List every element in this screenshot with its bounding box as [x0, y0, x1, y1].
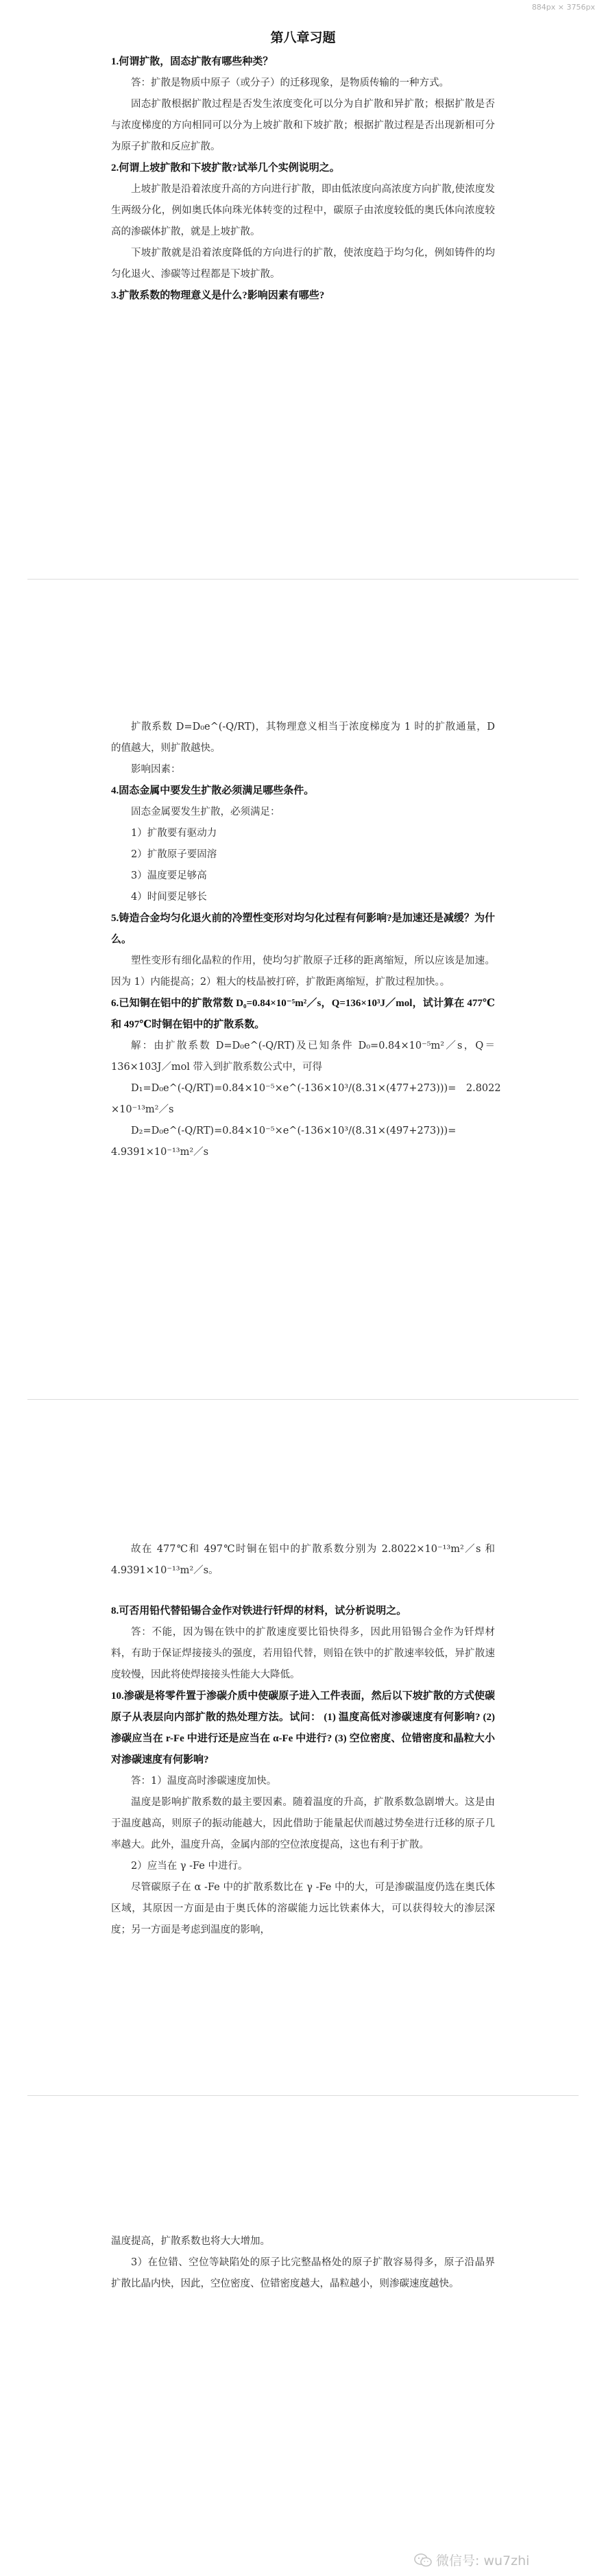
paragraph: 下坡扩散就是沿着浓度降低的方向进行的扩散，使浓度趋于均匀化，例如铸件的均匀化退火、渗碳等过程都是下坡扩散。: [111, 248, 495, 280]
paragraph: 塑性变形有细化晶粒的作用，使均匀扩散原子迁移的距离缩短，所以应该是加速。 因为 1）内能提高；2）粗大的枝晶被打碎，扩散距离缩短，扩散过程加快。。: [111, 955, 495, 988]
paragraph: 固态扩散根据扩散过程是否发生浓度变化可以分为自扩散和异扩散；根据扩散是否与浓度梯度的方向相同可以分为上坡扩散和下坡扩散；根据扩散过程是否出现新相可分为原子扩散和反应扩散。: [111, 99, 495, 152]
paragraph: 2）应当在 γ -Fe 中进行。: [131, 1861, 248, 1872]
watermark: [414, 2551, 529, 2569]
paragraph: 故在 477℃和 497℃时铜在铝中的扩散系数分别为 2.8022×10⁻¹³m²／s 和 4.9391×10⁻¹³m²／s。: [111, 1544, 495, 1576]
question-heading: 8.可否用铅代替铅锡合金作对铁进行钎焊的材料，试分析说明之。: [111, 1606, 407, 1617]
page-segment-4: [111, 2231, 495, 2295]
wechat-icon: [414, 2553, 432, 2567]
paragraph: 3）在位错、空位等缺陷处的原子比完整晶格处的原子扩散容易得多，原子沿晶界扩散比晶内快，因此，空位密度、位错密度越大，晶粒越小，则渗碳速度越快。: [111, 2257, 495, 2289]
list-item: 1）扩散要有驱动力: [131, 828, 217, 839]
paragraph: 尽管碳原子在 α -Fe 中的扩散系数比在 γ -Fe 中的大，可是渗碳温度仍选在奥氏体区域，其原因一方面是由于奥氏体的溶碳能力远比铁素体大，可以获得较大的渗层深度；另一方面是考虑到温度的影响，: [111, 1882, 495, 1935]
paragraph: 温度提高，扩散系数也将大大增加。: [111, 2236, 270, 2247]
question-heading: 5.铸造合金均匀化退火前的冷塑性变形对均匀化过程有何影响?是加速还是减缓？为什么。: [111, 913, 495, 945]
page-divider: [27, 1399, 579, 1400]
list-item: 4）时间要足够长: [131, 892, 207, 903]
paragraph: ×10⁻¹³m²／s: [111, 1104, 174, 1115]
paragraph: 上坡扩散是沿着浓度升高的方向进行扩散，即由低浓度向高浓度方向扩散,使浓度发生两级分化，例如奥氏体向珠光体转变的过程中，碳原子由浓度较低的奥氏体向浓度较高的渗碳体扩散，就是上坡扩散。: [111, 184, 495, 237]
paragraph: 影响因素：: [131, 764, 181, 775]
page-divider: [27, 579, 579, 580]
question-heading: 4.固态金属中要发生扩散必须满足哪些条件。: [111, 785, 315, 796]
paragraph: 答：不能，因为锡在铁中的扩散速度要比铅快得多，因此用铅锡合金作为钎焊材料，有助于保证焊接接头的强度，若用铅代替，则铅在铁中的扩散速率较低，异扩散速度较慢，因此将使焊接接头性能大大降低。: [111, 1627, 495, 1680]
formula-line: D₂=D₀e^(-Q/RT)=0.84×10⁻⁵×e^(-136×10³/(8.31×(497+273)))=: [131, 1125, 457, 1136]
watermark-text: 微信号: wu7zhi: [436, 2553, 530, 2568]
paragraph: 温度是影响扩散系数的最主要因素。随着温度的升高，扩散系数急剧增大。这是由于温度越高，则原子的振动能越大，因此借助于能量起伏而越过势垒进行迁移的原子几率越大。此外，温度升高，金属内部的空位浓度提高，这也有利于扩散。: [111, 1797, 495, 1850]
page-segment-2: [111, 717, 501, 1163]
list-item: 2）扩散原子要固溶: [131, 849, 217, 860]
dimensions-label: 884px × 3756px: [531, 3, 595, 12]
list-item: 3）温度要足够高: [131, 870, 207, 881]
formula-line: D₁=D₀e^(-Q/RT)=0.84×10⁻⁵×e^(-136×10³/(8.31×(477+273)))= 2.8022: [131, 1083, 501, 1094]
paragraph: 答：1）温度高时渗碳速度加快。: [131, 1776, 277, 1787]
spacer: [111, 1582, 495, 1601]
page-title: 第八章习题: [270, 30, 336, 45]
paragraph: 4.9391×10⁻¹³m²／s: [111, 1147, 209, 1158]
paragraph: 答：扩散是物质中原子（或分子）的迁移现象，是物质传输的一种方式。: [131, 77, 449, 88]
question-heading: 6.已知铜在铝中的扩散常数 D₀=0.84×10⁻⁵m²／s，Q=136×10³J／mol，试计算在 477℃和 497℃时铜在铝中的扩散系数。: [111, 998, 495, 1030]
question-heading: 2.何谓上坡扩散和下坡扩散?试举几个实例说明之。: [111, 163, 340, 174]
question-heading: 3.扩散系数的物理意义是什么?影响因素有哪些?: [111, 290, 325, 301]
paragraph: 解：由扩散系数 D=D₀e^(-Q/RT)及已知条件 D₀=0.84×10⁻⁵m²／s，Q＝136×103J／mol 带入到扩散系数公式中，可得: [111, 1040, 495, 1073]
paragraph: 固态金属要发生扩散，必须满足：: [131, 807, 280, 818]
page-segment-3: [111, 1539, 495, 1941]
page-divider: [27, 2095, 579, 2096]
question-heading: 1.何谓扩散，固态扩散有哪些种类？: [111, 56, 274, 67]
paragraph: 扩散系数 D=D₀e^(-Q/RT)，其物理意义相当于浓度梯度为 1 时的扩散通量，D 的值越大，则扩散越快。: [111, 721, 495, 754]
question-heading: 10.渗碳是将零件置于渗碳介质中使碳原子进入工件表面，然后以下坡扩散的方式使碳原子从表层向内部扩散的热处理方法。试问： (1) 温度高低对渗碳速度有何影响? (2) 渗碳应当在 r-Fe 中进行还是应当在 α-Fe 中进行? (3) 空位密度、位错密度和晶粒大小对渗碳速度有何影响?: [111, 1691, 495, 1765]
page-segment-1: [111, 27, 495, 307]
